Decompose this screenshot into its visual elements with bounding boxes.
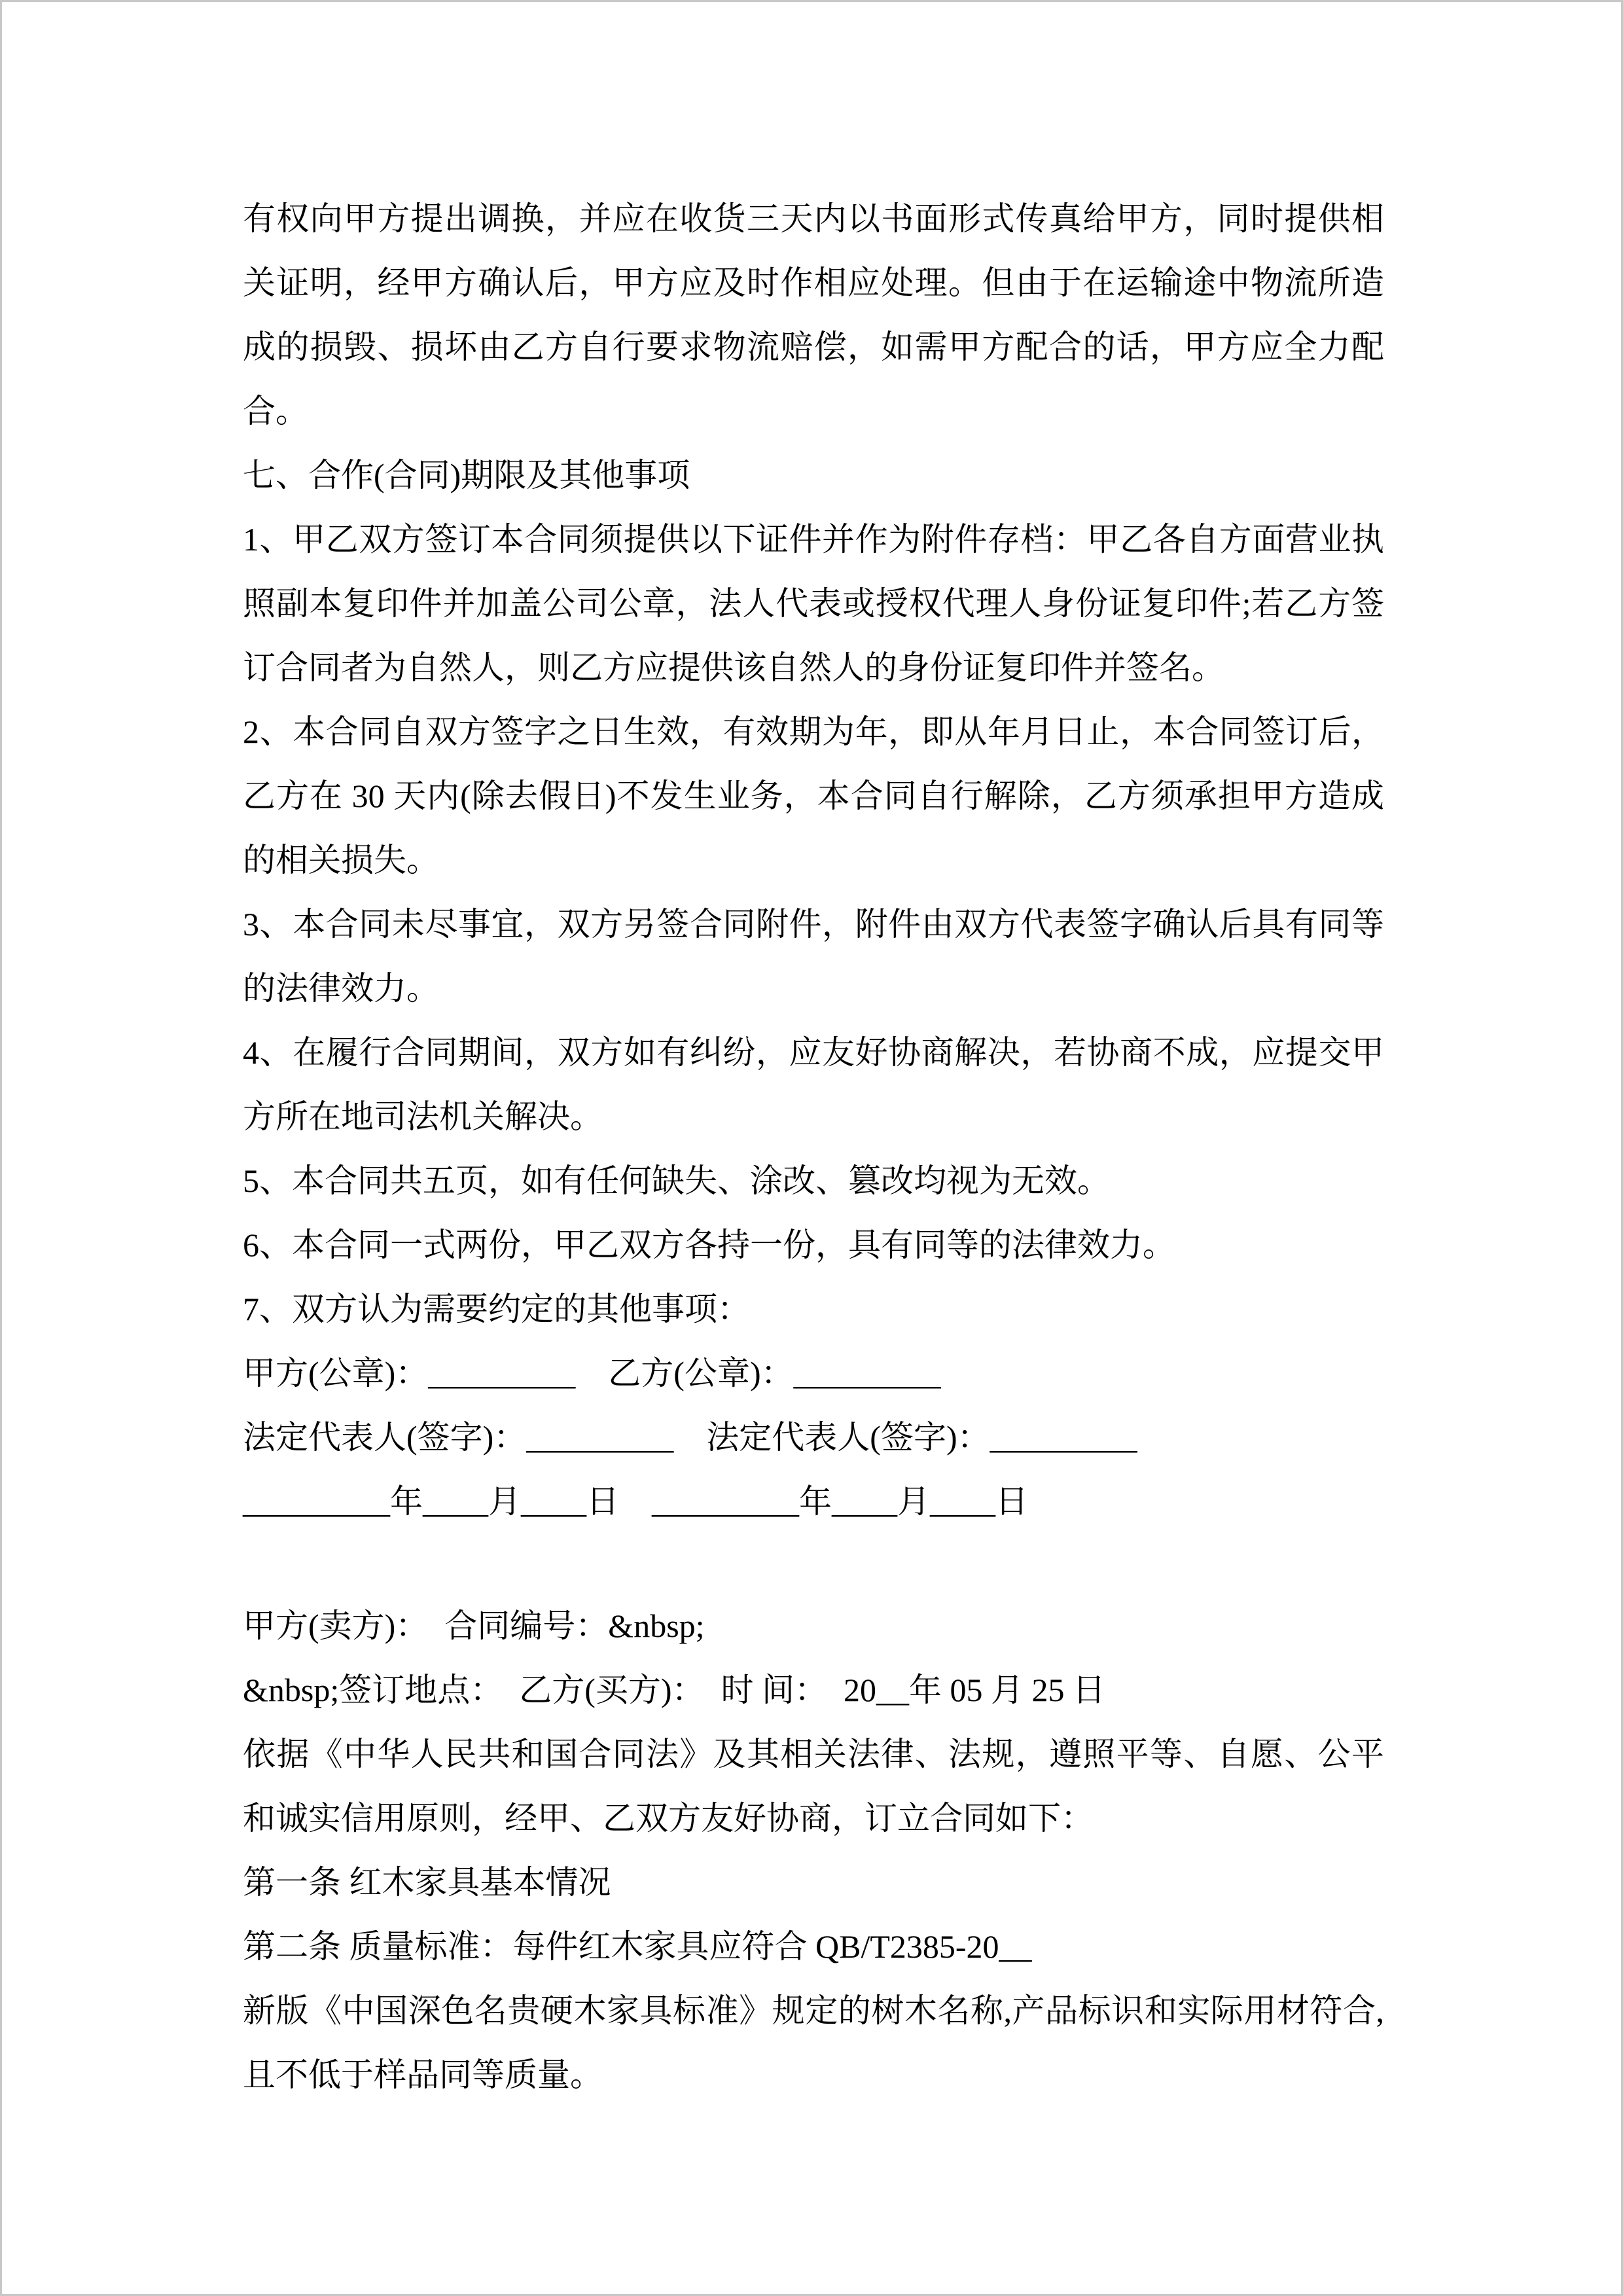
article-1-heading: 第一条 红木家具基本情况 <box>243 1864 611 1901</box>
contract-text <box>2 2 1621 2107</box>
signature-representative-line: 法定代表人(签字)：_________ 法定代表人(签字)：_________ <box>243 1419 1137 1456</box>
party-a-contract-number-line: 甲方(卖方)： 合同编号：&nbsp; <box>243 1607 705 1644</box>
signature-date-line: _________年____月____日 _________年____月____日 <box>243 1483 1028 1520</box>
clause-return-handling: 有权向甲方提出调换，并应在收货三天内以书面形式传真给甲方，同时提供相关证明，经甲方确认后，甲方应及时作相应处理。但由于在运输途中物流所造成的损毁、损坏由乙方自行要求物流赔偿，如需甲方配合的话，甲方应全力配合。 <box>243 200 1384 429</box>
article-2-quality-standard: 第二条 质量标准：每件红木家具应符合 QB/T2385-20__ <box>243 1928 1032 1965</box>
article-2-quality-continuation: 新版《中国深色名贵硬木家具标准》规定的树木名称,产品标识和实际用材符合,且不低于样品同等质量。 <box>243 1992 1384 2093</box>
preamble-legal-basis: 依据《中华人民共和国合同法》及其相关法律、法规，遵照平等、自愿、公平和诚实信用原则，经甲、乙双方友好协商，订立合同如下： <box>243 1736 1384 1837</box>
clause-7-2-validity: 2、本合同自双方签字之日生效，有效期为年，即从年月日止，本合同签订后，乙方在 30 天内(除去假日)不发生业务，本合同自行解除，乙方须承担甲方造成的相关损失。 <box>243 713 1384 878</box>
signing-place-time-line: &nbsp;签订地点： 乙方(买方)： 时 间： 20__年 05 月 25 日 <box>243 1672 1106 1708</box>
clause-7-6-copies: 6、本合同一式两份，甲乙双方各持一份，具有同等的法律效力。 <box>243 1227 1175 1263</box>
clause-7-5-pages: 5、本合同共五页，如有任何缺失、涂改、篡改均视为无效。 <box>243 1162 1110 1199</box>
clause-7-1-documents: 1、甲乙双方签订本合同须提供以下证件并作为附件存档：甲乙各自方面营业执照副本复印件并加盖公司公章，法人代表或授权代理人身份证复印件;若乙方签订合同者为自然人，则乙方应提供该自然人的身份证复印件并签名。 <box>243 521 1384 686</box>
clause-7-4-dispute: 4、在履行合同期间，双方如有纠纷，应友好协商解决，若协商不成，应提交甲方所在地司法机关解决。 <box>243 1034 1384 1135</box>
clause-7-3-annex: 3、本合同未尽事宜，双方另签合同附件，附件由双方代表签字确认后具有同等的法律效力。 <box>243 906 1384 1007</box>
clause-7-7-other-matters: 7、双方认为需要约定的其他事项： <box>243 1291 750 1327</box>
signature-seal-line: 甲方(公章)：_________ 乙方(公章)：_________ <box>243 1355 941 1391</box>
section-heading-cooperation-term: 七、合作(合同)期限及其他事项 <box>243 457 690 493</box>
